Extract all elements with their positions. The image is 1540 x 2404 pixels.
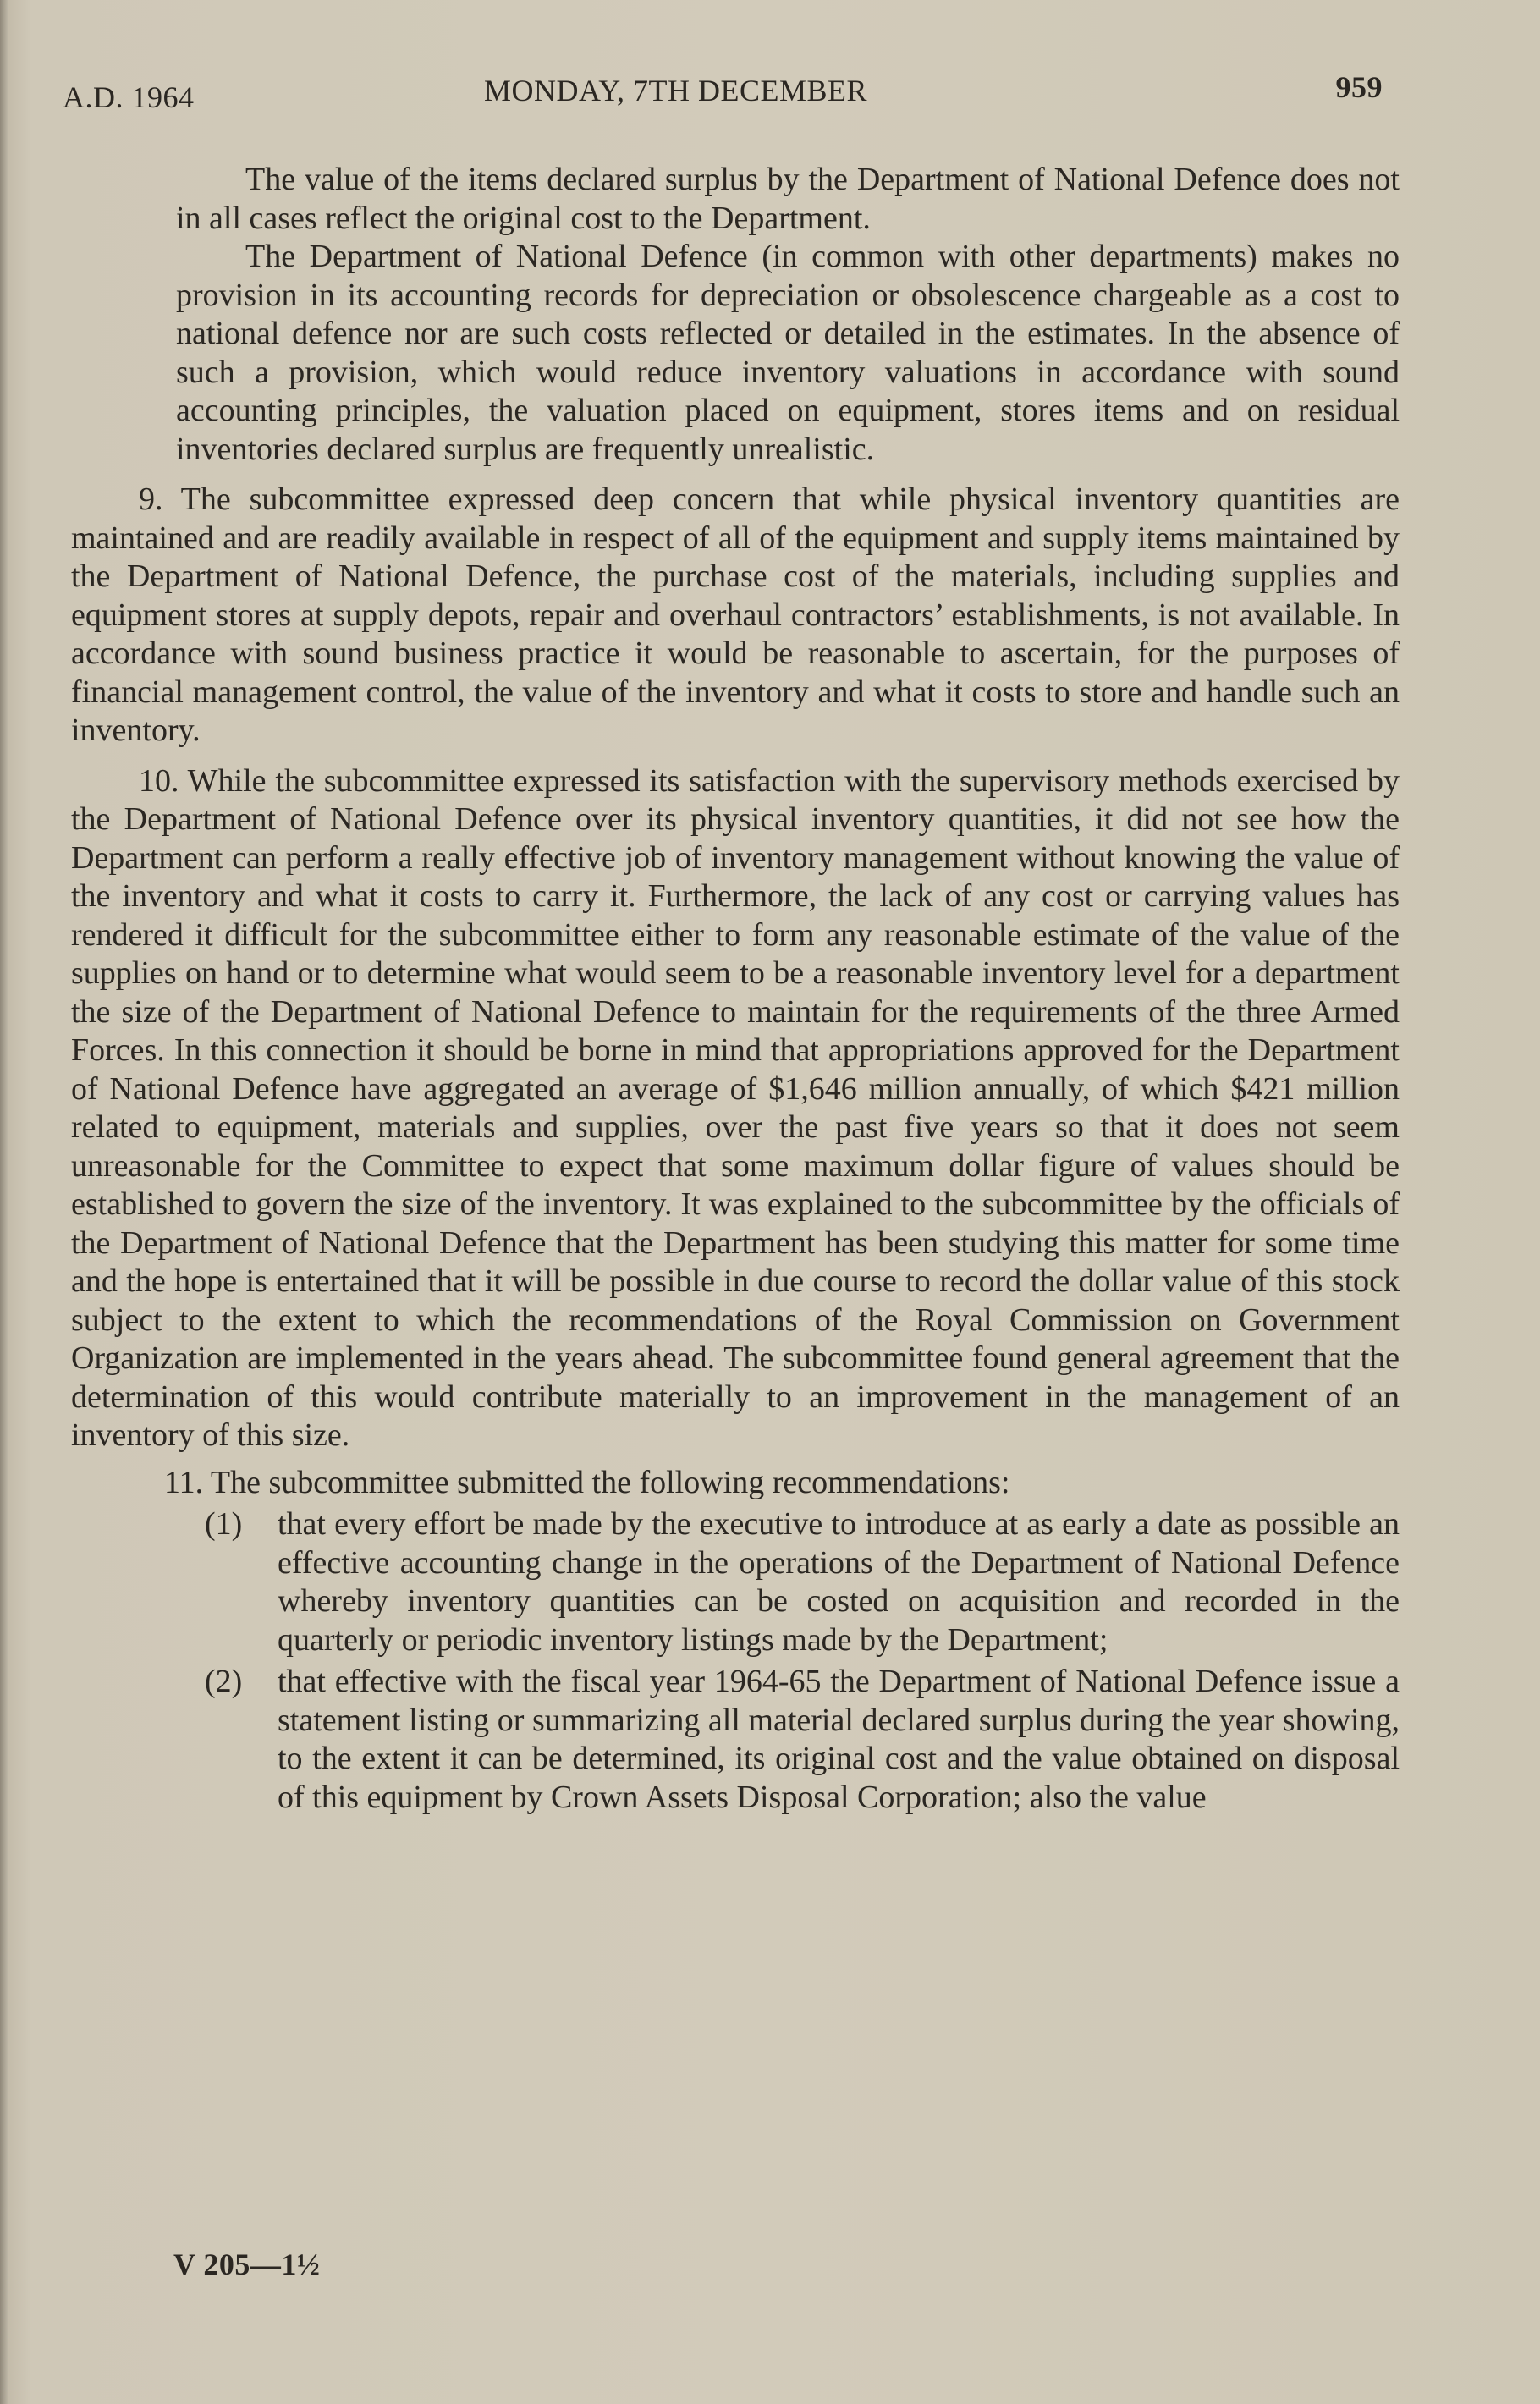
recommendation-text: that every effort be made by the executive to introduce at as early a date as possible an effective accounting change in the operations of the Department of National Defence whereby inventory quantities can be costed on acquisition and recorded in the quarterly or periodic inventory listings made by the Department; — [278, 1506, 1400, 1658]
paragraph-value-of-items: The value of the items declared surplus by the Department of National Defence does not in all cases reflect the original cost to the Department. — [176, 162, 1400, 236]
paragraph-11-intro: 11. The subcommittee submitted the following recommendations: — [164, 1464, 1010, 1500]
printer-signature-mark: V 205—1½ — [173, 2247, 321, 2281]
page-number: 959 — [1335, 70, 1383, 104]
paragraph-10: 10. While the subcommittee expressed its satisfaction with the supervisory methods exercised by the Department of National Defence over its physical inventory quantities, it did not see how the Department can perform a really effective job of inventory management without knowing the value of the inventory and what it costs to carry it. Furthermore, the lack of any cost or carrying values has rendered it difficult for the subcommittee either to form any reasonable estimate of the value of the supplies on hand or to determine what would seem to be a reasonable inventory level for a department the size of the Department of National Defence to maintain for the requirements of the three Armed Forces. In this connection it should be borne in mind that appropriations approved for the Department of National Defence have aggregated an average of $1,646 million annually, of which $421 million related to equipment, materials and supplies, over the past five years so that it does not seem unreasonable for the Committee to expect that some maximum dollar figure of values should be established to govern the size of the inventory. It was explained to the subcommittee by the officials of the Department of National Defence that the Department has been studying this matter for some time and the hope is entertained that it will be possible in due course to record the dollar value of this stock subject to the extent to which the recommendations of the Royal Commission on Government Organization are implemented in the years ahead. The subcommittee found general agreement that the determination of this would contribute materially to an improvement in the management of an inventory of this size. — [71, 762, 1400, 1453]
page-binding-edge — [0, 0, 8, 2404]
header-year: A.D. 1964 — [63, 80, 195, 114]
running-header — [63, 69, 1383, 120]
recommendation-item — [71, 1663, 1400, 1817]
paragraph-9: 9. The subcommittee expressed deep concern that while physical inventory quantities are maintained and are readily available in respect of all of the equipment and supply items maintained by the Department of National Defence, the purchase cost of the materials, including supplies and equipment stores at supply depots, repair and overhaul contractors’ establishments, is not available. In accordance with sound business practice it would be reasonable to ascertain, for the purposes of financial management control, the value of the inventory and what it costs to store and handle such an inventory. — [71, 481, 1400, 748]
quoted-block — [71, 161, 1400, 469]
page-body — [71, 161, 1400, 1817]
header-date: MONDAY, 7TH DECEMBER — [484, 74, 868, 107]
recommendation-number: (2) — [205, 1664, 243, 1699]
recommendation-item — [71, 1505, 1400, 1659]
recommendation-text: that effective with the fiscal year 1964-65 the Department of National Defence issue a statement listing or summarizing all material declared surplus during the year showing, to the extent it can be determined, its original cost and the value obtained on disposal of this equipment by Crown Assets Disposal Corporation; also the value — [278, 1664, 1400, 1815]
recommendation-number: (1) — [205, 1506, 243, 1542]
paragraph-accounting-records: The Department of National Defence (in common with other departments) makes no provision in its accounting records for depreciation or obsolescence chargeable as a cost to national defence nor are such costs reflected or detailed in the estimates. In the absence of such a provision, which would reduce inventory valuations in accordance with sound accounting principles, the valuation placed on equipment, stores items and on residual inventories declared surplus are frequently unrealistic. — [176, 239, 1400, 467]
